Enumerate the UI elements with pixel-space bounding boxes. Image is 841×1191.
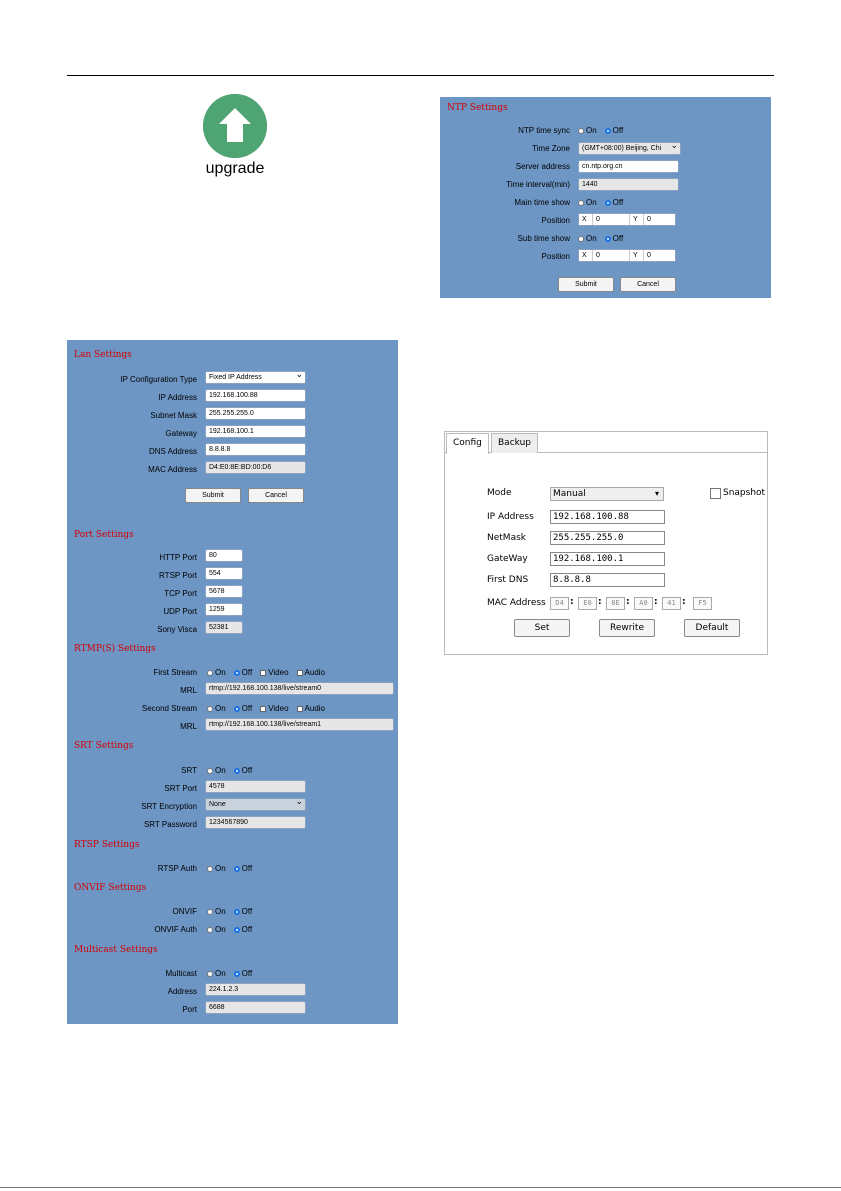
radio-icon[interactable] — [207, 768, 213, 774]
radio-selected-icon[interactable] — [234, 768, 240, 774]
srt-port-input[interactable]: 4578 — [205, 780, 306, 793]
main-x-input[interactable]: 0 — [592, 214, 629, 225]
visca-port-input[interactable]: 52381 — [205, 621, 243, 634]
mac-octet[interactable]: 8E — [606, 597, 625, 610]
radio-selected-icon[interactable] — [234, 909, 240, 915]
sub-y-input[interactable]: 0 — [643, 250, 672, 261]
mac-input: D4:E0:8E:BD:00:D6 — [205, 461, 306, 474]
srt-password-input[interactable]: 1234567890 — [205, 816, 306, 829]
radio-selected-icon[interactable] — [605, 236, 611, 242]
mac-octet[interactable]: 41 — [662, 597, 681, 610]
mode-label: Mode — [487, 488, 512, 498]
mac-separator: : — [682, 597, 686, 607]
udp-port-label: UDP Port — [163, 607, 197, 616]
radio-icon[interactable] — [207, 866, 213, 872]
onvif-title: ONVIF Settings — [74, 883, 147, 893]
lan-title: Lan Settings — [74, 350, 132, 360]
radio-icon[interactable] — [207, 909, 213, 915]
onvif-auth-radio[interactable]: On Off — [207, 925, 252, 934]
timezone-select[interactable]: (GMT+08:00) Beijing, Chi ⌄ — [578, 142, 681, 155]
ip-type-label: IP Configuration Type — [120, 375, 197, 384]
srt-port-label: SRT Port — [164, 784, 197, 793]
port-title: Port Settings — [74, 530, 134, 540]
mac-separator: : — [570, 597, 574, 607]
sub-position-label: Position — [541, 252, 570, 261]
visca-port-label: Sony Visca — [157, 625, 197, 634]
onvif-radio[interactable]: On Off — [207, 907, 252, 916]
udp-port-input[interactable]: 1259 — [205, 603, 243, 616]
radio-icon[interactable] — [207, 706, 213, 712]
dns-input[interactable]: 8.8.8.8 — [205, 443, 306, 456]
checkbox-icon[interactable] — [260, 706, 266, 712]
srt-label: SRT — [181, 766, 197, 775]
multicast-label: Multicast — [165, 969, 197, 978]
subnet-mask-label: Subnet Mask — [150, 411, 197, 420]
mode-select[interactable]: Manual ▾ — [550, 487, 664, 501]
upgrade-label: upgrade — [205, 160, 265, 177]
cfg-dns-input[interactable]: 8.8.8.8 — [550, 573, 665, 587]
radio-selected-icon[interactable] — [605, 128, 611, 134]
dns-label: DNS Address — [148, 447, 197, 456]
multicast-address-input[interactable]: 224.1.2.3 — [205, 983, 306, 996]
onvif-label: ONVIF — [172, 907, 197, 916]
radio-icon[interactable] — [578, 236, 584, 242]
ntp-interval-label: Time interval(min) — [506, 180, 570, 189]
header-rule — [67, 75, 774, 76]
radio-selected-icon[interactable] — [234, 866, 240, 872]
ntp-sync-label: NTP time sync — [518, 126, 570, 135]
srt-title: SRT Settings — [74, 741, 134, 751]
rtsp-title: RTSP Settings — [74, 840, 140, 850]
cfg-netmask-label: NetMask — [487, 533, 526, 543]
tab-config[interactable]: Config — [446, 433, 489, 454]
onvif-auth-label: ONVIF Auth — [154, 925, 197, 934]
ntp-timezone-label: Time Zone — [532, 144, 570, 153]
checkbox-icon[interactable] — [297, 670, 303, 676]
ntp-title: NTP Settings — [447, 103, 508, 113]
subnet-mask-input[interactable]: 255.255.255.0 — [205, 407, 306, 420]
rtsp-port-label: RTSP Port — [159, 571, 197, 580]
cfg-netmask-input[interactable]: 255.255.255.0 — [550, 531, 665, 545]
checkbox-icon[interactable] — [260, 670, 266, 676]
multicast-radio[interactable]: On Off — [207, 969, 252, 978]
mrl2-label: MRL — [180, 722, 197, 731]
snapshot-checkbox[interactable] — [710, 488, 721, 499]
snapshot-label: Snapshot — [723, 488, 766, 498]
radio-icon[interactable] — [207, 670, 213, 676]
mac-octet[interactable]: F5 — [693, 597, 712, 610]
network-settings-panel — [67, 340, 398, 1024]
cfg-mac-label: MAC Address — [487, 598, 546, 608]
srt-password-label: SRT Password — [143, 820, 197, 829]
gateway-label: Gateway — [165, 429, 197, 438]
radio-icon[interactable] — [578, 200, 584, 206]
mac-label: MAC Address — [148, 465, 197, 474]
upgrade-launcher[interactable] — [200, 94, 270, 178]
second-stream-options[interactable]: On Off Video Audio — [207, 704, 325, 713]
radio-selected-icon[interactable] — [234, 706, 240, 712]
mac-octet[interactable]: A0 — [634, 597, 653, 610]
radio-selected-icon[interactable] — [234, 927, 240, 933]
ntp-cancel-button[interactable]: Cancel — [620, 277, 676, 292]
sub-time-show-radio[interactable]: On Off — [578, 234, 623, 243]
sub-time-show-label: Sub time show — [517, 234, 570, 243]
gateway-input[interactable]: 192.168.100.1 — [205, 425, 306, 438]
first-stream-options[interactable]: On Off Video Audio — [207, 668, 325, 677]
srt-radio[interactable]: On Off — [207, 766, 252, 775]
radio-selected-icon[interactable] — [234, 670, 240, 676]
radio-selected-icon[interactable] — [605, 200, 611, 206]
radio-selected-icon[interactable] — [234, 971, 240, 977]
second-stream-label: Second Stream — [141, 704, 197, 713]
checkbox-icon[interactable] — [297, 706, 303, 712]
lan-submit-button[interactable]: Submit — [185, 488, 241, 503]
cfg-ip-input[interactable]: 192.168.100.88 — [550, 510, 665, 524]
ntp-sync-radio[interactable]: On Off — [578, 126, 623, 135]
multicast-port-label: Port — [182, 1005, 197, 1014]
rtsp-port-input[interactable]: 554 — [205, 567, 243, 580]
cfg-ip-label: IP Address — [487, 512, 534, 522]
main-y-input[interactable]: 0 — [643, 214, 672, 225]
radio-icon[interactable] — [207, 971, 213, 977]
mac-separator: : — [598, 597, 602, 607]
srt-encryption-label: SRT Encryption — [141, 802, 197, 811]
main-position-label: Position — [541, 216, 570, 225]
cfg-gateway-label: GateWay — [487, 554, 528, 564]
ip-type-select[interactable]: Fixed IP Address ⌄ — [205, 371, 306, 384]
mac-octet[interactable]: E0 — [578, 597, 597, 610]
srt-encryption-select[interactable]: None ⌄ — [205, 798, 306, 811]
ip-address-label: IP Address — [158, 393, 197, 402]
mac-octet[interactable]: D4 — [550, 597, 569, 610]
sub-x-input[interactable]: 0 — [592, 250, 629, 261]
http-port-input[interactable]: 80 — [205, 549, 243, 562]
lan-cancel-button[interactable]: Cancel — [248, 488, 304, 503]
mac-separator: : — [626, 597, 630, 607]
rtmp-title: RTMP(S) Settings — [74, 644, 156, 654]
ip-address-input[interactable]: 192.168.100.88 — [205, 389, 306, 402]
tcp-port-label: TCP Port — [164, 589, 197, 598]
ntp-server-label: Server address — [515, 162, 570, 171]
radio-icon[interactable] — [207, 927, 213, 933]
main-time-show-label: Main time show — [514, 198, 570, 207]
rewrite-button[interactable]: Rewrite — [599, 619, 655, 637]
ntp-settings-panel — [440, 97, 771, 298]
cfg-gateway-input[interactable]: 192.168.100.1 — [550, 552, 665, 566]
rtsp-auth-label: RTSP Auth — [157, 864, 197, 873]
multicast-address-label: Address — [167, 987, 197, 996]
sub-position-fields[interactable]: X 0 Y 0 — [578, 249, 676, 262]
rtsp-auth-radio[interactable]: On Off — [207, 864, 252, 873]
mrl1-input[interactable]: rtmp://192.168.100.138/live/stream0 — [205, 682, 394, 695]
ntp-submit-button[interactable]: Submit — [558, 277, 614, 292]
main-time-show-radio[interactable]: On Off — [578, 198, 623, 207]
default-button[interactable]: Default — [684, 619, 740, 637]
config-window — [444, 431, 768, 655]
http-port-label: HTTP Port — [159, 553, 197, 562]
multicast-port-input[interactable]: 6688 — [205, 1001, 306, 1014]
tab-backup[interactable]: Backup — [491, 433, 538, 453]
server-address-input[interactable]: cn.ntp.org.cn — [578, 160, 679, 173]
first-stream-label: First Stream — [153, 668, 197, 677]
time-interval-input[interactable]: 1440 — [578, 178, 679, 191]
cfg-dns-label: First DNS — [487, 575, 529, 585]
main-position-fields[interactable]: X 0 Y 0 — [578, 213, 676, 226]
footer-rule — [0, 1187, 841, 1188]
tcp-port-input[interactable]: 5678 — [205, 585, 243, 598]
mrl2-input[interactable]: rtmp://192.168.100.138/live/stream1 — [205, 718, 394, 731]
radio-icon[interactable] — [578, 128, 584, 134]
mrl1-label: MRL — [180, 686, 197, 695]
set-button[interactable]: Set — [514, 619, 570, 637]
multicast-title: Multicast Settings — [74, 945, 158, 955]
tab-bar — [445, 432, 767, 453]
mac-separator: : — [654, 597, 658, 607]
upload-arrow-icon — [203, 94, 267, 158]
